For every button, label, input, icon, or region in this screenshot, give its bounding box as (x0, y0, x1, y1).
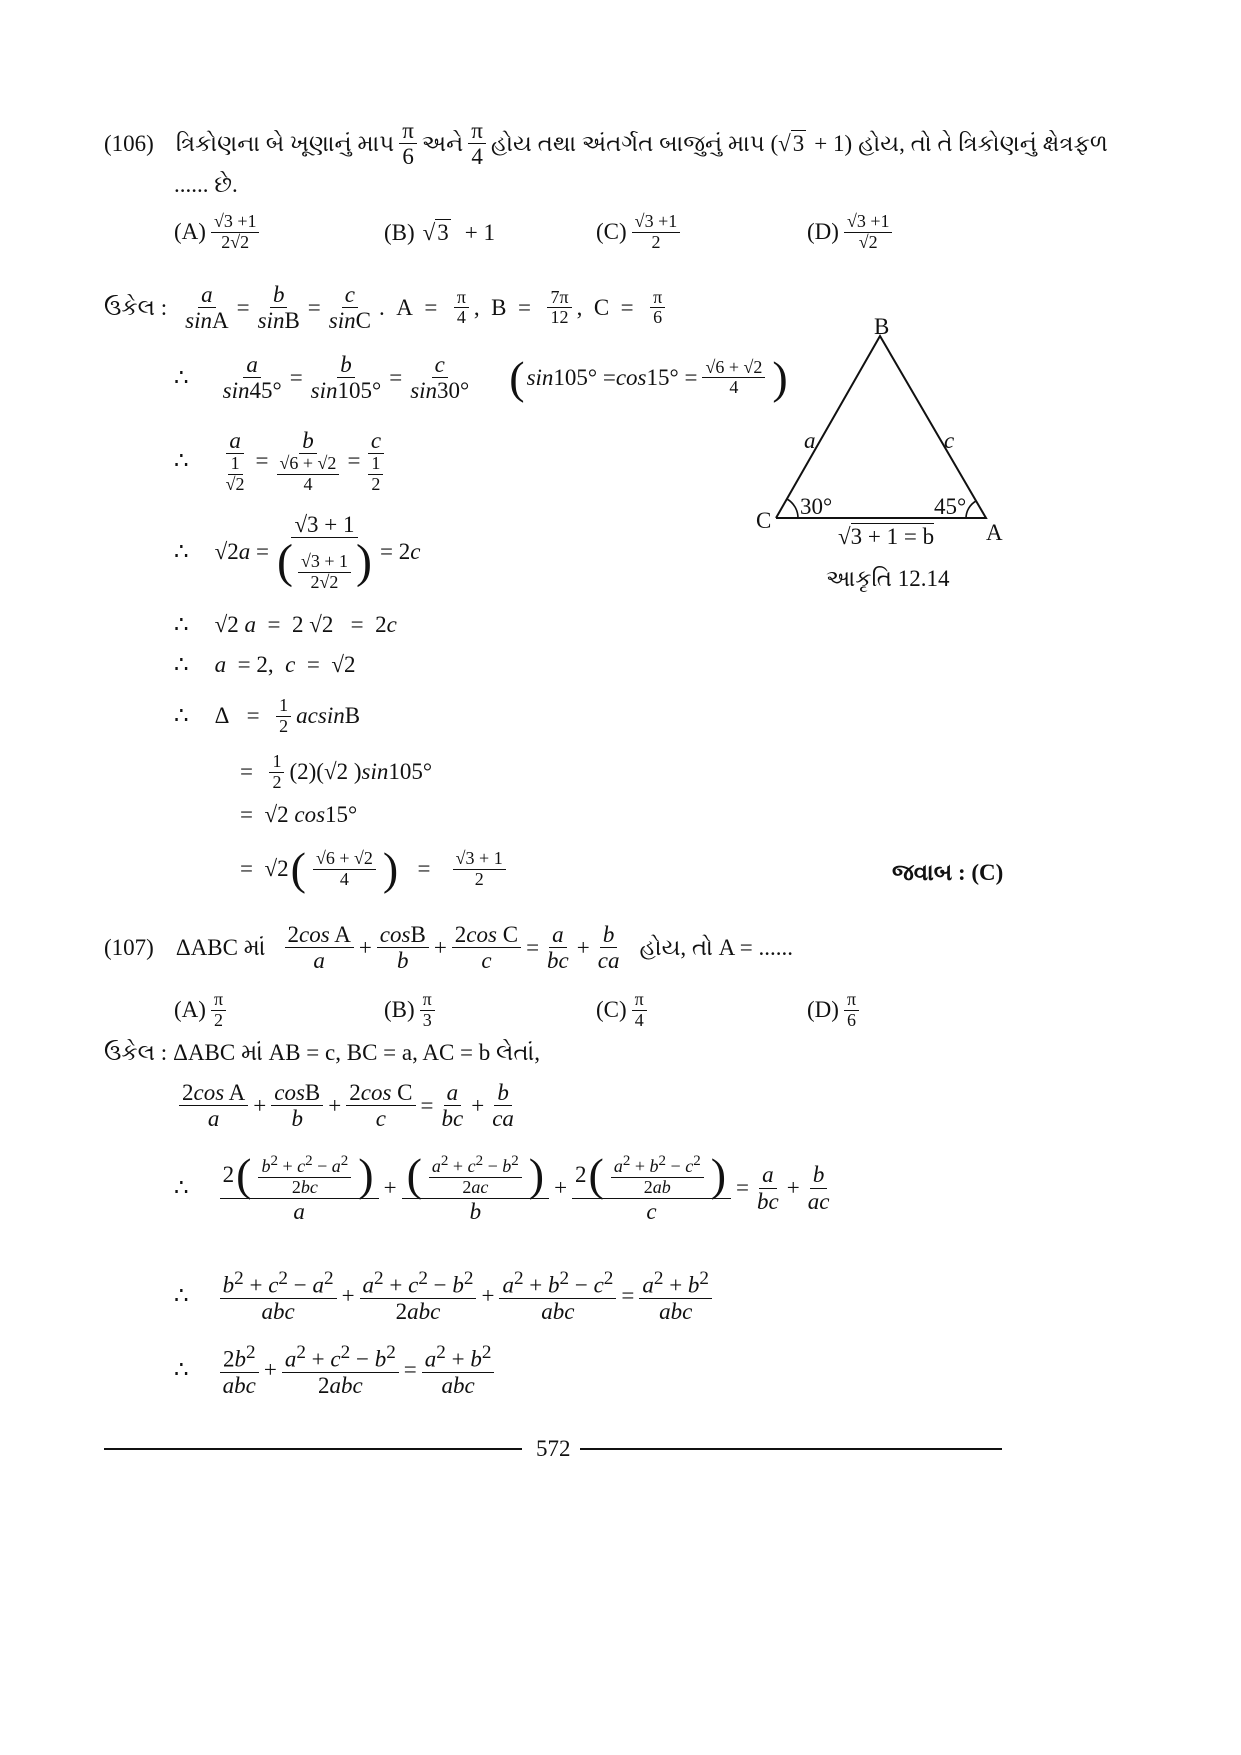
q107-option-a: (A) $\frac{\pi}{2}$ (174, 990, 231, 1031)
q107-option-d: (D) $\frac{\pi}{6}$ (807, 990, 864, 1031)
q106-statement: (106) ત્રિકોણના બે ખૂણાનું માપ $\frac{\pi}{6}$ અને $\frac{\pi}{4}$ હોય તથા અંતર્ગત બાજુનું માપ ( √3 + 1) હોય, તો તે ત્રિકોણનું ક્ષેત્રફળ (104, 118, 1108, 170)
vertex-a-label: A (986, 520, 1003, 545)
q107-statement: (107) ΔABC માં $\frac{\text{2cos A}}{a}$ + $\frac{\cos B}{b}$ + $\frac{\text{2cos C}}{c}$ = $\frac{a}{bc}$ + $\frac{b}{ca}$ હોય, તો A = ...... (104, 922, 793, 974)
angle-c-label: 30° (800, 494, 833, 519)
q106-number: (106) (104, 130, 154, 156)
q106-option-b: (B) √3 + 1 (384, 220, 496, 245)
sol106-line4: ∴ √2 a = 2 √2 = 2 c (174, 612, 397, 637)
sol107-line4: ∴ $\frac{2b^2}{\text{abc}}$ + $\frac{a^2 + c^2 - b^2}{\text{2abc}}$ = $\frac{a^2 + b^2}{\text{abc}}$ (174, 1342, 499, 1398)
side-c-label: c (944, 428, 955, 453)
footer-rule-right (580, 1448, 1002, 1450)
sol107-line2: ∴ 2 ( $\frac{b^2 + c^2 - a^2}{2bc}$ ) a + ( $\frac{a^2 + c^2 - b^2}{2ac}$ ) b + 2 ( $\frac{a^2 + b^2 - c^2}{2ab}$ ) c = $\frac{a}{bc}$ + $\frac{b}{ac}$ (174, 1149, 830, 1224)
side-a-label: a (804, 428, 816, 453)
sol106-answer: જવાબ : (C) (892, 860, 1004, 885)
vertex-b-label: B (874, 314, 890, 339)
sol106-line6: ∴ Δ = $\frac{1}{2}$ acsin B (174, 695, 361, 736)
q106-line2: ...... છે. (174, 172, 238, 197)
footer-rule-left (104, 1448, 522, 1450)
sol107-line3: ∴ $\frac{b^2 + c^2 - a^2}{\text{abc}}$ + $\frac{a^2 + c^2 - b^2}{\text{2abc}}$ + $\frac{a^2 + b^2 - c^2}{\text{abc}}$ = $\frac{a^2 + b^2}{\text{abc}}$ (174, 1268, 717, 1324)
sol106-line3: ∴ √2 a = √3 + 1 ( $\frac{√3 + 1}{2√2}$ ) = 2 c (174, 512, 421, 592)
q106-option-d: (D) $\frac{√3 +1}{√2}$ (807, 212, 897, 253)
sol107-line1: $\frac{\text{2cos A}}{a}$ + $\frac{\cos B}{b}$ + $\frac{\text{2cos C}}{c}$ = $\frac{a}{bc}$ + $\frac{b}{ca}$ (174, 1080, 522, 1132)
q107-option-b: (B) $\frac{\pi}{3}$ (384, 990, 440, 1031)
q107-option-c: (C) $\frac{\pi}{4}$ (596, 990, 652, 1031)
sol107-label: ઉકેલ : (104, 1040, 168, 1065)
q107-number: (107) (104, 934, 154, 960)
sol106-line2: ∴ $\frac{a}{\frac{1}{√2}}$ = $\frac{b}{\frac{√6 + √2}{4}}$ = $\frac{c}{\frac{1}{2}}$ (174, 428, 391, 495)
sol106-label: ઉકેલ : (104, 294, 168, 320)
sol106-line0: ઉકેલ : $\frac{a}{\sin A}$ = $\frac{b}{\sin B}$ = $\frac{c}{\sin C}$ . A = $\frac{\pi}{4}$ , B = $\frac{7\pi}{12}$ , C = $\frac{\pi}{6}$ (104, 282, 670, 334)
sol106-line8: = √2 cos 15° (240, 802, 358, 827)
sol106-line9: = √2 ( $\frac{√6 + √2}{4}$ ) = $\frac{√3 + 1}{2}$ (240, 846, 511, 892)
triangle-figure (740, 310, 1040, 550)
base-label: √3 + 1 = b (838, 524, 935, 549)
q106-option-a: (A) $\frac{√3 +1}{2√2}$ (174, 212, 264, 253)
figure-caption: આકૃતિ 12.14 (826, 566, 950, 591)
sol106-line7: = $\frac{1}{2}$ (2)(√2 ) sin 105° (240, 751, 433, 792)
sol106-line5: ∴ a = 2, c = √2 (174, 652, 356, 677)
q106-option-c: (C) $\frac{√3 +1}{2}$ (596, 212, 685, 253)
vertex-c-label: C (756, 508, 772, 533)
sol107-line0: ઉકેલ : ΔABC માં AB = c, BC = a, AC = b લેતાં, (104, 1040, 541, 1065)
sol106-line1: ∴ $\frac{a}{\sin 45^\circ}$ = $\frac{b}{\sin 105^\circ}$ = $\frac{c}{\sin 30^\circ}$ ( sin 105° = cos 15° = $\frac{√6 + √2}{4}$ ) (174, 351, 788, 404)
angle-a-label: 45° (934, 494, 967, 519)
page-number: 572 (536, 1436, 571, 1461)
